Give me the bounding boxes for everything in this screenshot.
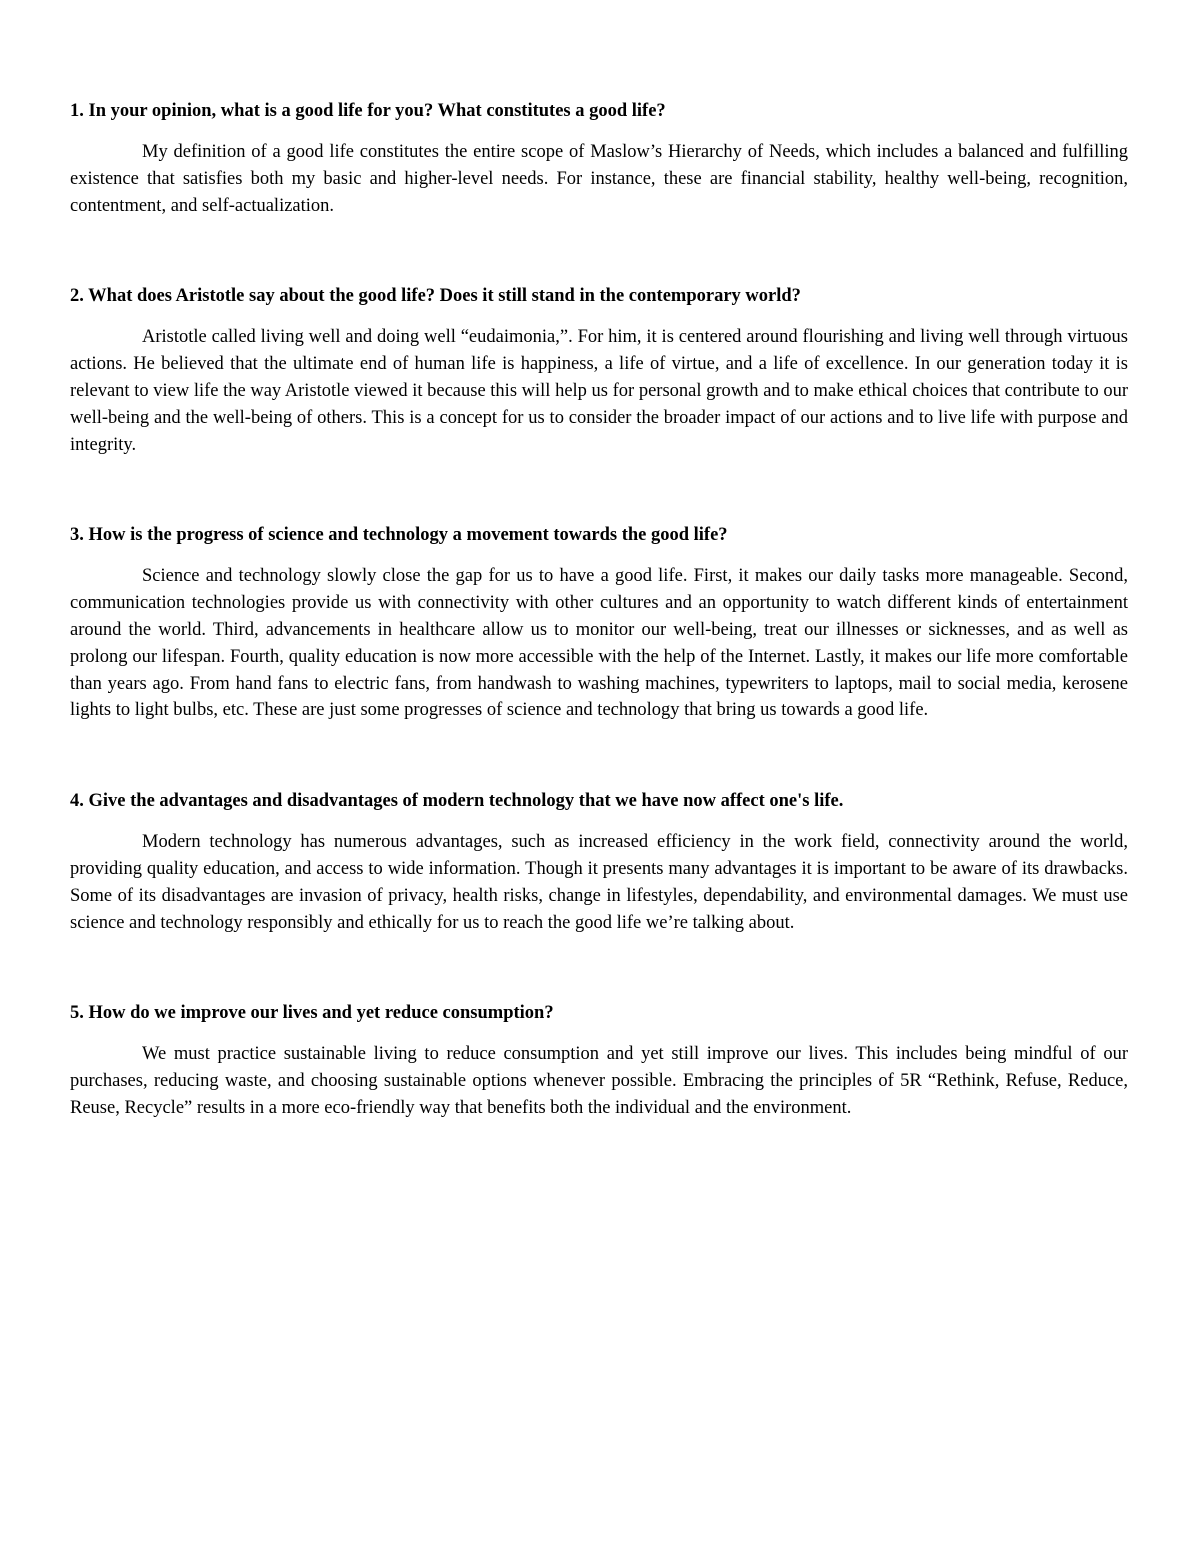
question-section-1	[70, 98, 1128, 219]
question-section-3	[70, 522, 1128, 724]
question-heading: 4. Give the advantages and disadvantages of modern technology that we have now affect one's life.	[70, 791, 844, 812]
answer-paragraph: My definition of a good life constitutes the entire scope of Maslow’s Hierarchy of Needs, which includes a balanced and fulfilling existence that satisfies both my basic and higher-level needs. For instance, these are financial stability, healthy well-being, recognition, contentment, and self-actualization.	[70, 142, 1128, 216]
document-page	[70, 98, 1128, 1186]
answer-paragraph: Science and technology slowly close the gap for us to have a good life. First, it makes our daily tasks more manageable. Second, communication technologies provide us with connectivity with other cultures and an opportunity to watch different kinds of entertainment around the world. Third, advancements in healthcare allow us to monitor our well-being, treat our illnesses or sicknesses, and as well as prolong our lifespan. Fourth, quality education is now more accessible with the help of the Internet. Lastly, it makes our life more comfortable than years ago. From hand fans to electric fans, from handwash to washing machines, typewriters to laptops, mail to social media, kerosene lights to light bulbs, etc. These are just some progresses of science and technology that bring us towards a good life.	[70, 566, 1128, 721]
answer-paragraph: Aristotle called living well and doing well “eudaimonia,”. For him, it is centered around flourishing and living well through virtuous actions. He believed that the ultimate end of human life is happiness, a life of virtue, and a life of excellence. In our generation today it is relevant to view life the way Aristotle viewed it because this will help us for personal growth and to make ethical choices that contribute to our well-being and the well-being of others. This is a concept for us to consider the broader impact of our actions and to live life with purpose and integrity.	[70, 327, 1128, 455]
question-heading: 1. In your opinion, what is a good life for you? What constitutes a good life?	[70, 101, 666, 121]
question-heading: 3. How is the progress of science and technology a movement towards the good life?	[70, 525, 728, 546]
answer-paragraph: We must practice sustainable living to reduce consumption and yet still improve our lives. This includes being mindful of our purchases, reducing waste, and choosing sustainable options whenever possible. Embracing the principles of 5R “Rethink, Refuse, Reduce, Reuse, Recycle” results in a more eco-friendly way that benefits both the individual and the environment.	[70, 1044, 1128, 1118]
question-heading: 2. What does Aristotle say about the good life? Does it still stand in the contemporary world?	[70, 286, 801, 307]
question-heading: 5. How do we improve our lives and yet reduce consumption?	[70, 1003, 554, 1024]
question-section-2	[70, 283, 1128, 458]
question-section-5	[70, 1000, 1128, 1121]
question-section-4	[70, 788, 1128, 936]
answer-paragraph: Modern technology has numerous advantages, such as increased efficiency in the work field, connectivity around the world, providing quality education, and access to wide information. Though it presents many advantages it is important to be aware of its drawbacks. Some of its disadvantages are invasion of privacy, health risks, change in lifestyles, dependability, and environmental damages. We must use science and technology responsibly and ethically for us to reach the good life we’re talking about.	[70, 832, 1128, 933]
